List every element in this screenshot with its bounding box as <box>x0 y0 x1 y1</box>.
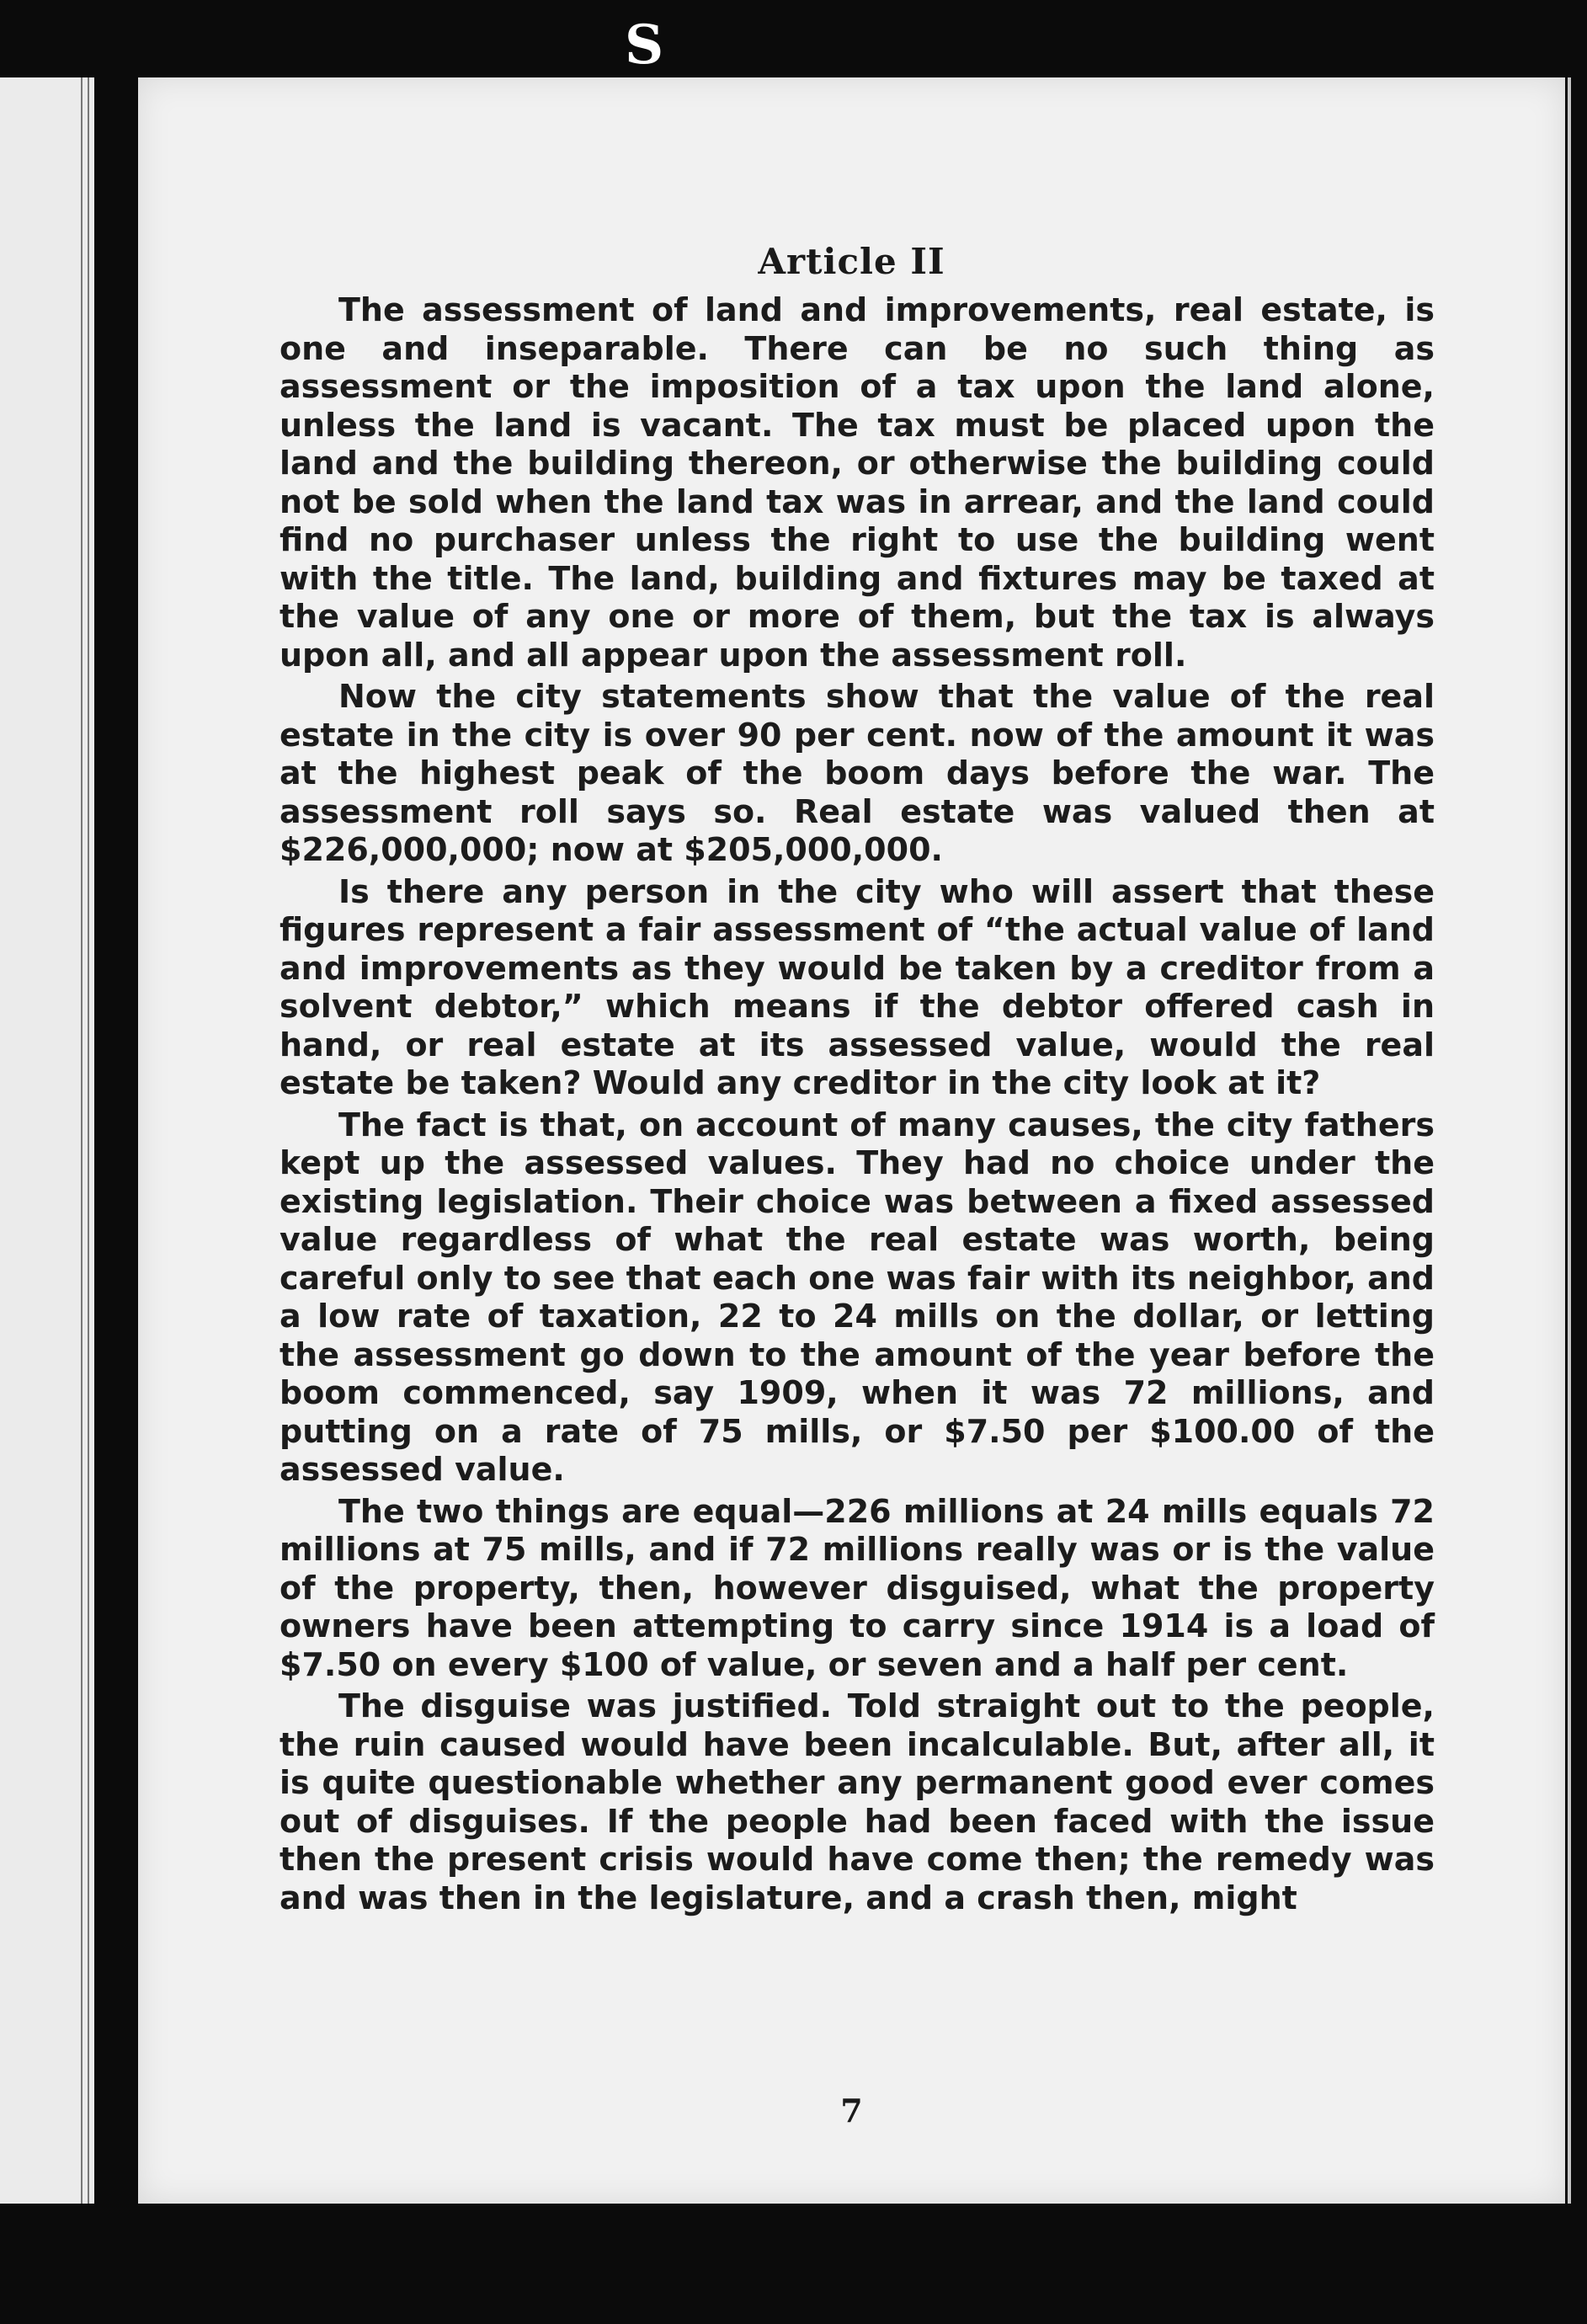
paragraph-4: The fact is that, on account of many causes, the city fathers kept up the assessed values. They had no choice under the existing legislation. Their choice was between a fixed assessed value regardless of what the real estate was worth, being careful only to see that each one was fair with its neighbor, and a low rate of taxation, 22 to 24 mills on the dollar, or letting the assessment go down to the amount of the year before the boom commenced, say 1909, when it was 72 millions, and putting on a rate of 75 mills, or $7.50 per $100.00 of the assessed value. <box>280 1106 1435 1488</box>
article-title: Article II <box>758 241 945 282</box>
paragraph-1: The assessment of land and improvements, real estate, is one and inseparable. There can be no such thing as assessment or the imposition of a tax upon the land alone, unless the land is vacant. The tax must be placed upon the land and the building thereon, or otherwise the building could not be sold when the land tax was in arrear, and the land could find no purchaser unless the right to use the building went with the title. The land, building and fixtures may be taxed at the value of any one or more of them, but the tax is always upon all, and all appear upon the assessment roll. <box>280 291 1435 674</box>
left-page-rule <box>81 77 83 2204</box>
page-number: 7 <box>840 2092 863 2129</box>
right-page-edge <box>1568 77 1571 2204</box>
paragraph-6: The disguise was justified. Told straight out to the people, the ruin caused would have been incalculable. But, after all, it is quite questionable whether any permanent good ever comes out of disguises. If the people had been faced with the issue then the present crisis would have come then; the remedy was and was then in the legislature, and a crash then, might <box>280 1687 1435 1916</box>
book-gutter <box>94 77 138 2204</box>
top-mark: S <box>625 13 664 77</box>
paragraph-5: The two things are equal—226 millions at 24 mills equals 72 millions at 75 mills, and if 72 millions really was or is the value of the property, then, however disguised, what the property owners have been attempting to carry since 1914 is a load of $7.50 on every $100 of value, or seven and a half per cent. <box>280 1492 1435 1683</box>
left-page-edge <box>0 77 94 2204</box>
paragraph-3: Is there any person in the city who will assert that these figures represent a fair assessment of “the actual value of land and improvements as they would be taken by a creditor from a solvent debtor,” which means if the debtor offered cash in hand, or real estate at its assessed value, would the real estate be taken? Would any creditor in the city look at it? <box>280 872 1435 1101</box>
paragraph-2: Now the city statements show that the value of the real estate in the city is over 90 per cent. now of the amount it was at the highest peak of the boom days before the war. The assessment roll says so. Real estate was valued then at $226,000,000; now at $205,000,000. <box>280 678 1435 868</box>
left-page-rule <box>88 77 89 2204</box>
article-body <box>280 291 1435 1917</box>
document-page <box>138 77 1565 2204</box>
